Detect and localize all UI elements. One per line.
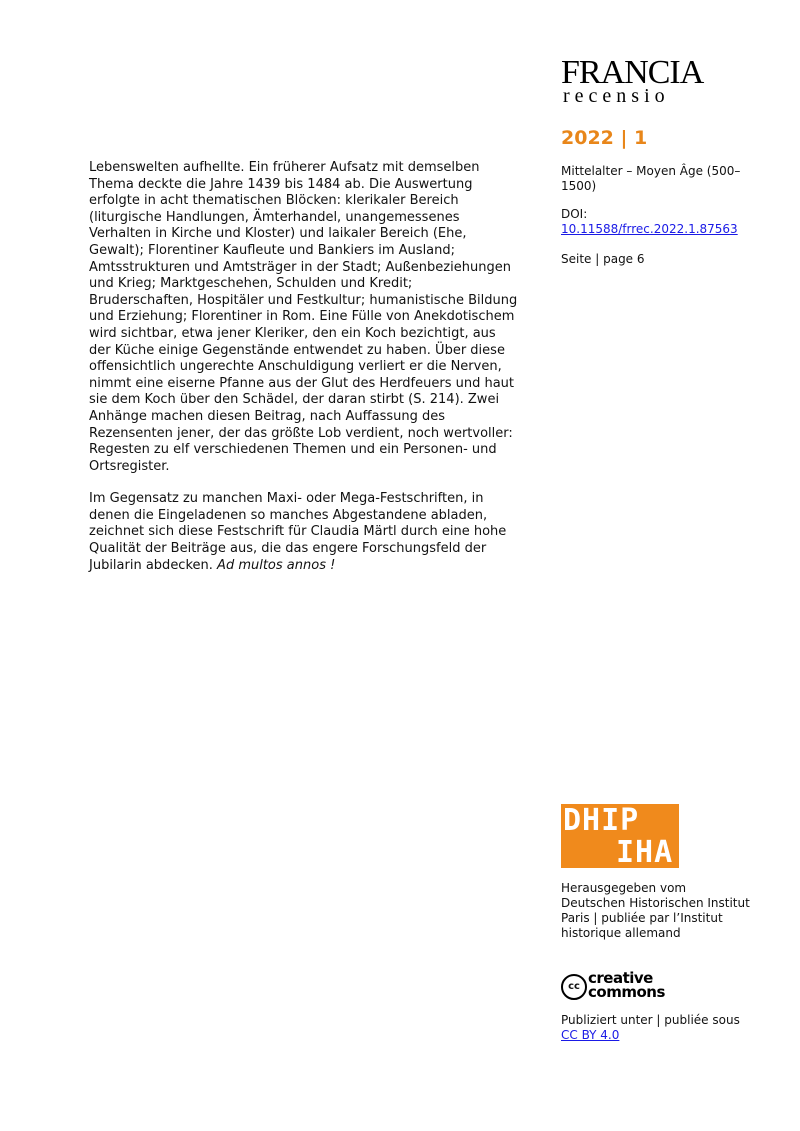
- body-paragraph-2: [89, 491, 519, 574]
- logo-sub-text: recensio: [563, 85, 670, 107]
- issue-number: 2022 | 1: [561, 127, 648, 149]
- body-paragraph-2-text: Im Gegensatz zu manchen Maxi- oder Mega-Festschriften, in denen die Eingeladenen so manches Abgestandene abladen, zeichnet sich diese Festschrift für Claudia Märtl durch eine hohe Qualität der Beiträge aus, die das engere Forschungsfeld der Jubilarin abdecken.: [89, 491, 507, 573]
- logo-main-text: FRANCIA: [561, 54, 704, 91]
- body-paragraph-1: Lebenswelten aufhellte. Ein früherer Aufsatz mit demselben Thema deckte die Jahre 1439 bis 1484 ab. Die Auswertung erfolgte in acht thematischen Blöcken: klerikaler Bereich (liturgische Handlungen, Ämterhandel, unangemessenes Verhalten in Kirche und Kloster) und laikaler Bereich (Ehe, Gewalt); Florentiner Kaufleute und Bankiers im Ausland; Amtsstrukturen und Amtsträger in der Stadt; Außenbeziehungen und Krieg; Marktgeschehen, Schulden und Kredit; Bruderschaften, Hospitäler und Festkultur; humanistische Bildung und Erziehung; Florentiner in Rom. Eine Fülle von Anekdotischem wird sichtbar, etwa jener Kleriker, den ein Koch bezichtigt, aus der Küche einige Gegenstände entwendet zu haben. Über diese offensichtlich ungerechte Anschuldigung verliert er die Nerven, nimmt eine eiserne Pfanne aus der Glut des Herdfeuers und haut sie dem Koch über den Schädel, der daran stirbt (S. 214). Zwei Anhänge machen diesen Beitrag, nach Auffassung des Rezensenten jener, der das größte Lob verdient, noch wertvoller: Regesten zu elf verschiedenen Themen und ein Personen- und Ortsregister.: [89, 160, 518, 474]
- doi-block: [561, 207, 751, 237]
- cc-wordmark: [588, 971, 665, 999]
- dhip-logo-text: DHIP: [563, 803, 640, 838]
- cc-wordmark-line2: commons: [588, 983, 665, 1001]
- body-paragraph-2-italic: Ad multos annos !: [217, 557, 336, 573]
- publisher-text: Herausgegeben vom Deutschen Historischen Institut Paris | publiée par l’Institut historique allemand: [561, 881, 750, 940]
- license-text: Publiziert unter | publiée sous: [561, 1013, 740, 1027]
- period-label: Mittelalter – Moyen Âge (500–1500): [561, 164, 741, 193]
- cc-wordmark-line1: creative: [588, 969, 653, 987]
- cc-icon: cc: [561, 974, 587, 1000]
- creative-commons-logo: [561, 971, 691, 1003]
- license-link[interactable]: CC BY 4.0: [561, 1028, 620, 1042]
- francia-recensio-logo: [561, 54, 721, 107]
- page-number: Seite | page 6: [561, 252, 645, 266]
- doi-link[interactable]: 10.11588/frrec.2022.1.87563: [561, 222, 738, 236]
- iha-logo-text: IHA: [616, 835, 674, 870]
- dhip-iha-logo: [561, 804, 679, 868]
- article-body: [89, 160, 519, 590]
- license-block: [561, 1013, 751, 1043]
- doi-label: DOI:: [561, 207, 588, 221]
